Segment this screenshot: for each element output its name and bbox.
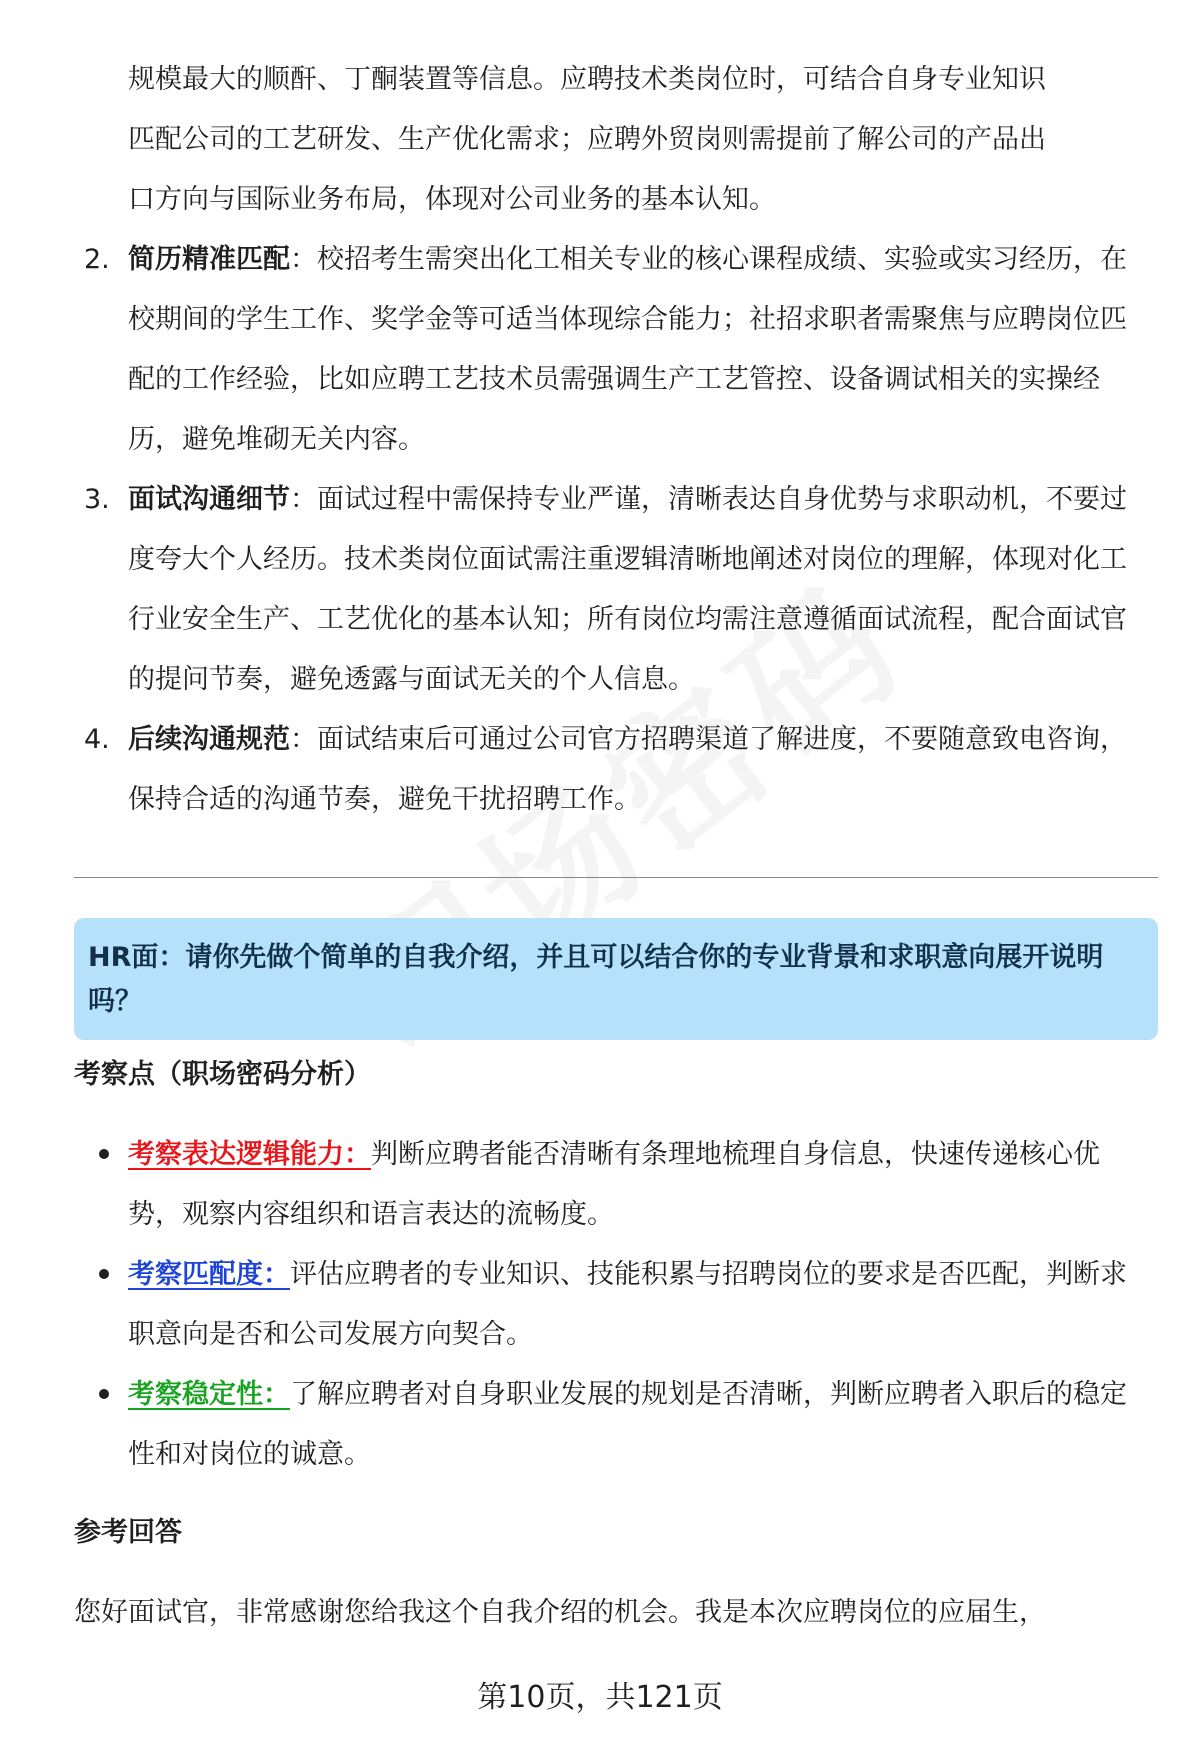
focus-label: 考察表达逻辑能力：: [128, 1139, 371, 1170]
bullet-icon: [99, 1149, 109, 1159]
tip-number: 3.: [84, 484, 110, 515]
focus-point: [128, 1125, 1148, 1245]
tip-title: 后续沟通规范: [128, 724, 290, 755]
bullet-icon: [99, 1269, 109, 1279]
intro-line-1: 规模最大的顺酐、丁酮装置等信息。应聘技术类岗位时，可结合自身专业知识: [128, 64, 1046, 95]
tip-body: ：面试过程中需保持专业严谨，清晰表达自身优势与求职动机，不要过度夸大个人经历。技术类岗位面试需注重逻辑清晰地阐述对岗位的理解，体现对化工行业安全生产、工艺优化的基本认知；所有岗位均需注意遵循面试流程，配合面试官的提问节奏，避免透露与面试无关的个人信息。: [128, 484, 1127, 695]
tip-number: 2.: [84, 244, 110, 275]
tip-item: [84, 470, 1148, 710]
bullet-icon: [99, 1389, 109, 1399]
focus-heading: 考察点（职场密码分析）: [74, 1059, 371, 1090]
section-divider: [74, 877, 1158, 878]
focus-text: 评估应聘者的专业知识、技能积累与招聘岗位的要求是否匹配，判断求职意向是否和公司发展方向契合。: [128, 1259, 1127, 1350]
tip-title: 简历精准匹配: [128, 244, 290, 275]
page-footer: 第10页，共121页: [477, 1680, 723, 1715]
tip-title: 面试沟通细节: [128, 484, 290, 515]
answer-text: 您好面试官，非常感谢您给我这个自我介绍的机会。我是本次应聘岗位的应届生，: [74, 1597, 1046, 1628]
intro-line-3: 口方向与国际业务布局，体现对公司业务的基本认知。: [128, 184, 776, 215]
focus-point: [128, 1245, 1148, 1365]
focus-label: 考察稳定性：: [128, 1379, 290, 1410]
tip-item: [84, 230, 1148, 470]
tip-body: ：校招考生需突出化工相关专业的核心课程成绩、实验或实习经历，在校期间的学生工作、奖学金等可适当体现综合能力；社招求职者需聚焦与应聘岗位匹配的工作经验，比如应聘工艺技术员需强调生产工艺管控、设备调试相关的实操经历，避免堆砌无关内容。: [128, 244, 1127, 455]
focus-point: [128, 1365, 1148, 1485]
question-text: HR面：请你先做个简单的自我介绍，并且可以结合你的专业背景和求职意向展开说明吗？: [88, 942, 1104, 1017]
focus-text: 判断应聘者能否清晰有条理地梳理自身信息，快速传递核心优势，观察内容组织和语言表达的流畅度。: [128, 1139, 1100, 1230]
tip-number: 4.: [84, 724, 110, 755]
tip-item: [84, 710, 1148, 830]
answer-heading: 参考回答: [74, 1517, 182, 1548]
intro-line-2: 匹配公司的工艺研发、生产优化需求；应聘外贸岗则需提前了解公司的产品出: [128, 124, 1046, 155]
focus-text: 了解应聘者对自身职业发展的规划是否清晰，判断应聘者入职后的稳定性和对岗位的诚意。: [128, 1379, 1127, 1470]
focus-label: 考察匹配度：: [128, 1259, 290, 1290]
tip-body: ：面试结束后可通过公司官方招聘渠道了解进度，不要随意致电咨询，保持合适的沟通节奏，避免干扰招聘工作。: [128, 724, 1127, 815]
question-box: [74, 918, 1158, 1040]
